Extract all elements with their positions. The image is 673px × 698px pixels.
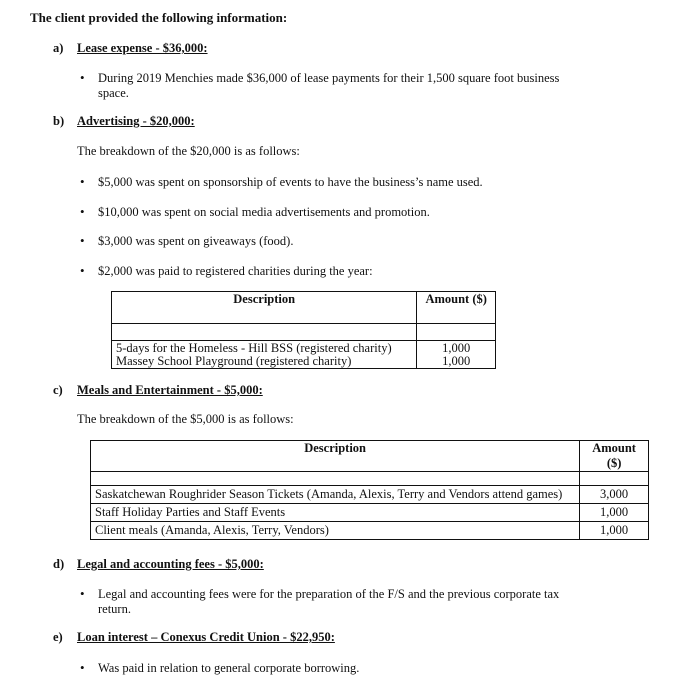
section-b-bullet-4: $2,000 was paid to registered charities during the year: — [98, 264, 373, 278]
row-description: Massey School Playground (registered charity) — [112, 355, 417, 369]
meals-table — [90, 440, 649, 540]
table-row — [91, 486, 649, 504]
bullet-icon: • — [80, 204, 85, 219]
row-description: 5-days for the Homeless - Hill BSS (registered charity) — [112, 341, 417, 356]
section-e-letter: e) — [53, 630, 63, 644]
row-amount: 1,000 — [417, 341, 496, 356]
section-d-title: Legal and accounting fees - $5,000: — [77, 557, 264, 571]
section-d-bullet-1: Legal and accounting fees were for the preparation of the F/S and the previous corporate tax return. — [98, 587, 560, 616]
page-heading: The client provided the following information: — [30, 10, 288, 25]
bullet-icon: • — [80, 174, 85, 189]
table-row — [112, 341, 496, 356]
section-b-title: Advertising - $20,000: — [77, 114, 195, 128]
row-amount: 3,000 — [580, 486, 649, 504]
section-a-letter: a) — [53, 41, 64, 55]
section-c-title: Meals and Entertainment - $5,000: — [77, 383, 263, 397]
row-description: Staff Holiday Parties and Staff Events — [91, 504, 580, 522]
table-header-description: Description — [112, 292, 417, 324]
section-b-lead: The breakdown of the $20,000 is as follows: — [77, 144, 300, 158]
bullet-icon: • — [80, 233, 85, 248]
section-e-title: Loan interest – Conexus Credit Union - $22,950: — [77, 630, 335, 644]
bullet-icon: • — [80, 660, 85, 675]
table-header-amount: Amount ($) — [580, 441, 649, 472]
section-b-bullet-3: $3,000 was spent on giveaways (food). — [98, 234, 294, 248]
row-amount: 1,000 — [580, 522, 649, 540]
charities-table — [111, 291, 496, 369]
section-a-bullet-1: During 2019 Menchies made $36,000 of lease payments for their 1,500 square foot business space. — [98, 71, 560, 100]
row-description: Client meals (Amanda, Alexis, Terry, Vendors) — [91, 522, 580, 540]
section-b-bullet-2: $10,000 was spent on social media advertisements and promotion. — [98, 205, 430, 219]
section-e-bullet-1: Was paid in relation to general corporate borrowing. — [98, 661, 360, 675]
section-b-letter: b) — [53, 114, 65, 128]
bullet-icon: • — [80, 70, 85, 85]
section-c-lead: The breakdown of the $5,000 is as follows: — [77, 412, 294, 426]
section-c-letter: c) — [53, 383, 63, 397]
table-header-amount: Amount ($) — [417, 292, 496, 324]
table-row — [91, 504, 649, 522]
table-header-description: Description — [91, 441, 580, 472]
row-amount: 1,000 — [417, 355, 496, 369]
table-row — [112, 355, 496, 369]
bullet-icon: • — [80, 586, 85, 601]
bullet-icon: • — [80, 263, 85, 278]
section-b-bullet-1: $5,000 was spent on sponsorship of events to have the business’s name used. — [98, 175, 483, 189]
row-amount: 1,000 — [580, 504, 649, 522]
row-description: Saskatchewan Roughrider Season Tickets (Amanda, Alexis, Terry and Vendors attend games) — [91, 486, 580, 504]
section-d-letter: d) — [53, 557, 65, 571]
section-a-title: Lease expense - $36,000: — [77, 41, 208, 55]
table-row — [91, 522, 649, 540]
